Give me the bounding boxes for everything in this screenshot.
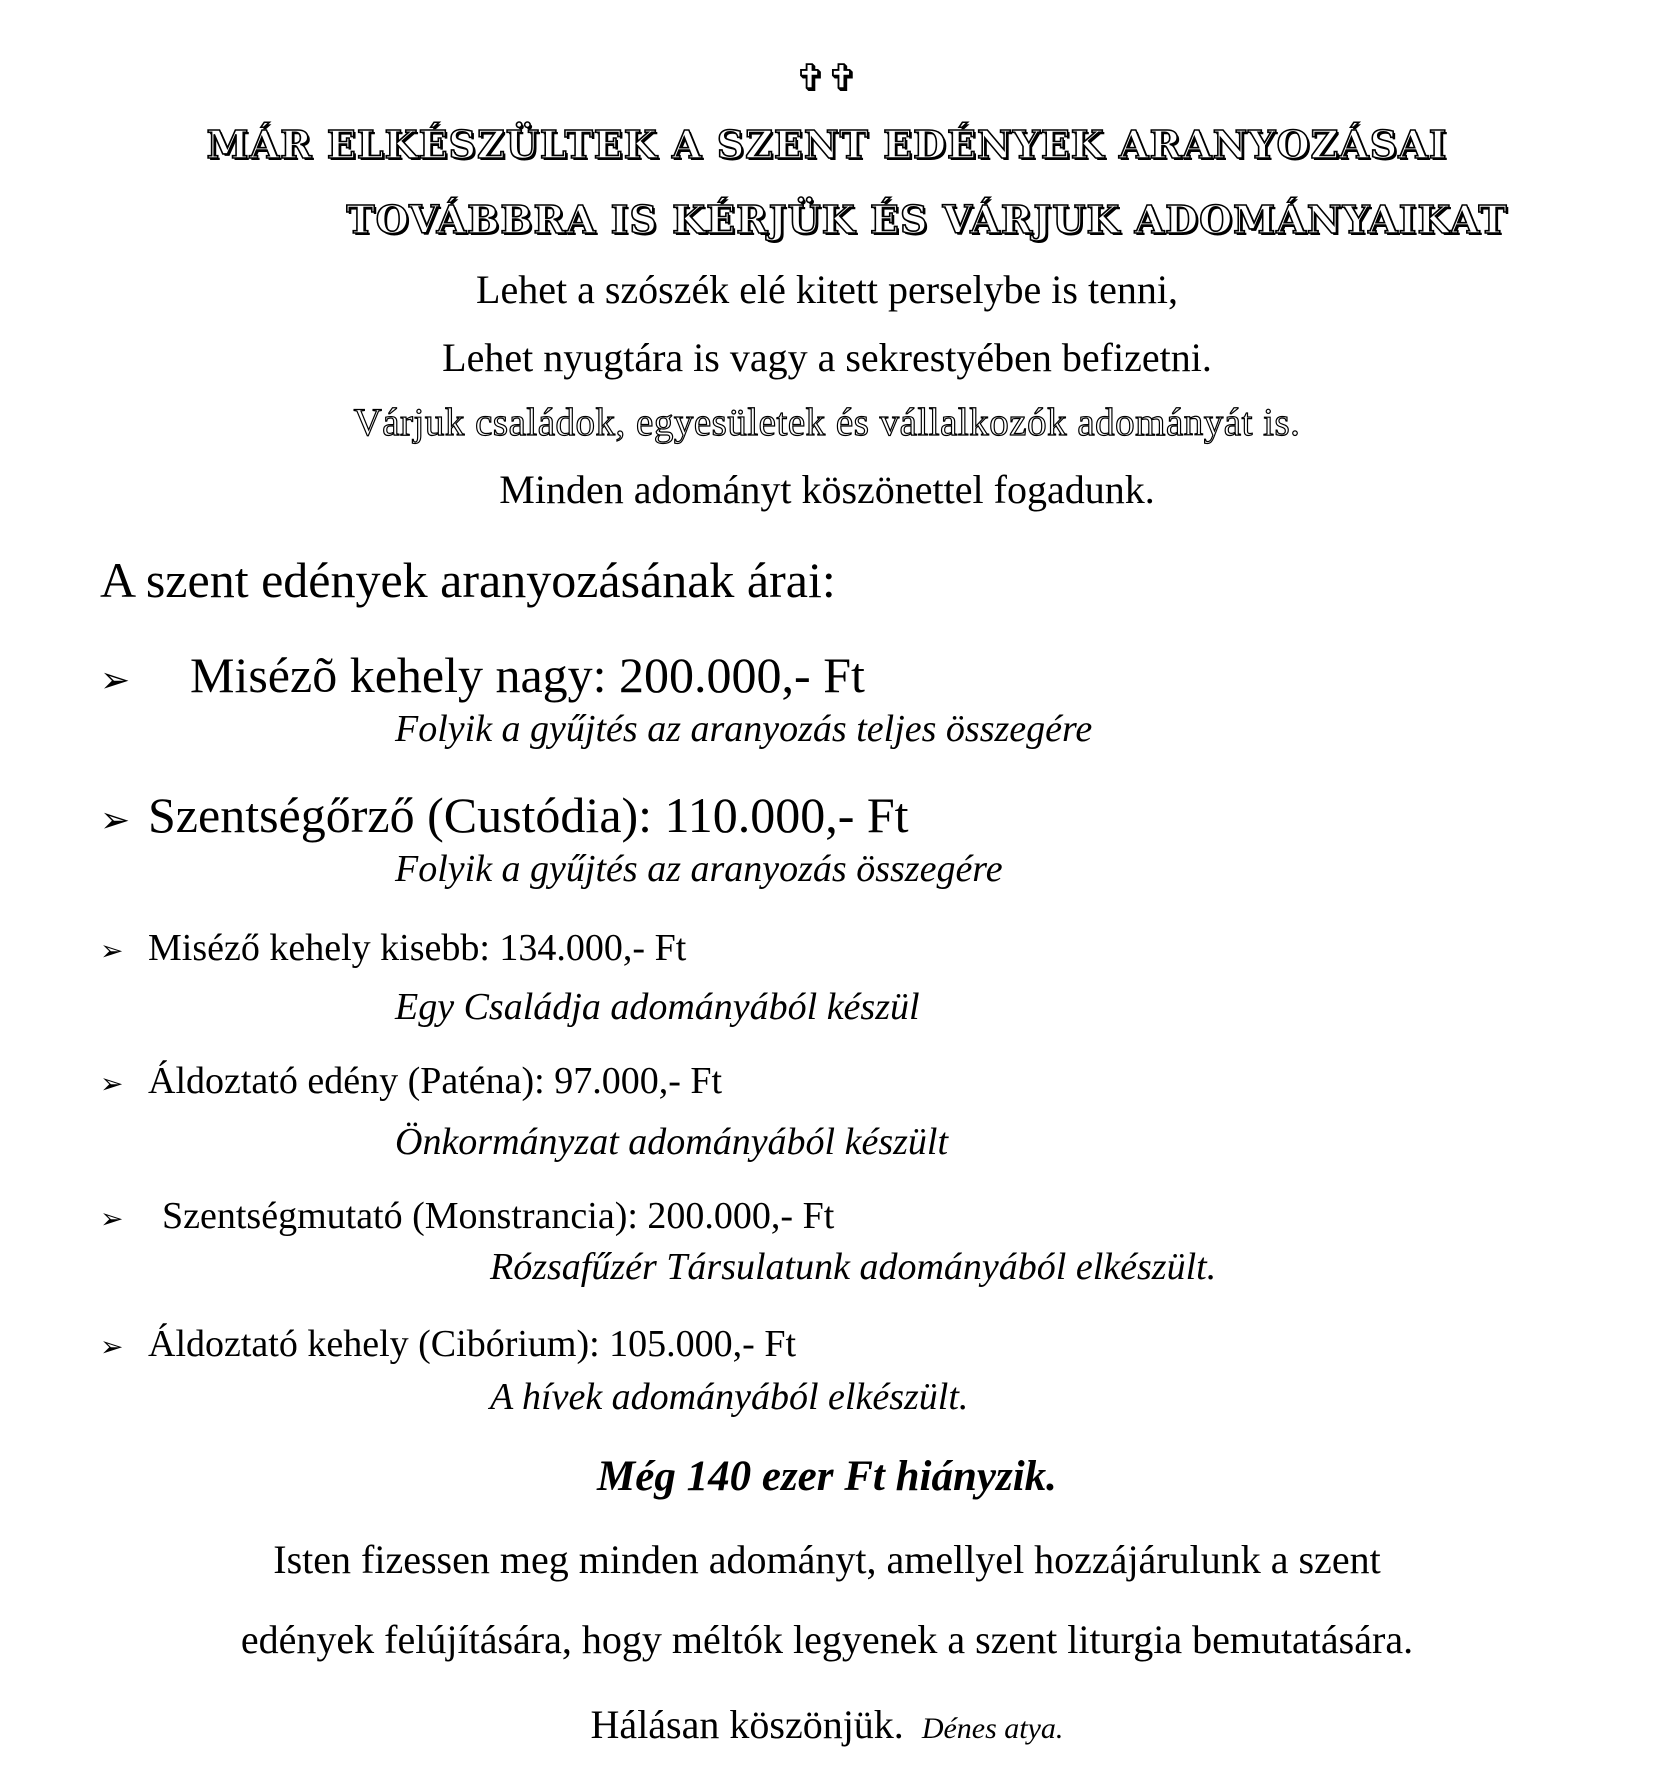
arrow-bullet-icon: ➢ [100,1067,124,1100]
closing-line-1: Isten fizessen meg minden adományt, amellyel hozzájárulunk a szent [273,1537,1381,1582]
price-item-note: Folyik a gyűjtés az aranyozás összegére [395,848,1003,890]
crosses-icon: ✞✞ [795,56,859,100]
headline-secondary: TOVÁBBRA IS KÉRJÜK ÉS VÁRJUK ADOMÁNYAIKAT [346,197,1508,242]
missing-amount: Még 140 ezer Ft hiányzik. [597,1453,1057,1500]
price-item [100,785,909,851]
arrow-bullet-icon: ➢ [100,1330,124,1363]
headline-primary: MÁR ELKÉSZÜLTEK A SZENT EDÉNYEK ARANYOZÁSAI [206,122,1448,167]
price-item-note: A hívek adományából elkészült. [490,1376,969,1418]
intro-line-3: Várjuk családok, egyesületek és vállalkozók adományát is. [353,401,1301,444]
price-item-note: Egy Családja adományából készül [395,986,920,1028]
intro-line-2: Lehet nyugtára is vagy a sekrestyében befizetni. [442,335,1212,380]
thanks-text: Hálásan köszönjük. [590,1702,904,1747]
price-item [100,924,686,975]
price-item [100,1320,796,1371]
price-item-label: Miséző kehely kisebb: 134.000,- Ft [148,927,687,969]
price-item-label: Áldoztató kehely (Cibórium): 105.000,- Ft [148,1323,797,1365]
intro-line-4: Minden adományt köszönettel fogadunk. [499,467,1155,512]
price-item-label: Szentségőrző (Custódia): 110.000,- Ft [148,787,909,843]
price-item [100,1192,834,1243]
thanks-line [0,1700,1654,1754]
closing-line-2: edények felújítására, hogy méltók legyenek a szent liturgia bemutatására. [240,1617,1414,1662]
price-item-note: Folyik a gyűjtés az aranyozás teljes összegére [395,708,1093,750]
arrow-bullet-icon: ➢ [100,934,124,967]
prices-title: A szent edények aranyozásának árai: [100,552,836,608]
arrow-bullet-icon: ➢ [100,800,131,841]
price-item [100,645,865,711]
price-item-label: Szentségmutató (Monstrancia): 200.000,- Ft [162,1195,835,1237]
price-item-label: Áldoztató edény (Paténa): 97.000,- Ft [148,1060,723,1102]
price-item-note: Rózsafűzér Társulatunk adományából elkészült. [490,1246,1217,1288]
price-item [100,1057,722,1108]
arrow-bullet-icon: ➢ [100,660,131,701]
intro-line-1: Lehet a szószék elé kitett perselybe is tenni, [476,267,1178,312]
price-item-label: Misézõ kehely nagy: 200.000,- Ft [190,647,865,703]
price-item-note: Önkormányzat adományából készült [395,1121,949,1163]
arrow-bullet-icon: ➢ [100,1202,124,1235]
signature: Dénes atya. [921,1712,1064,1745]
